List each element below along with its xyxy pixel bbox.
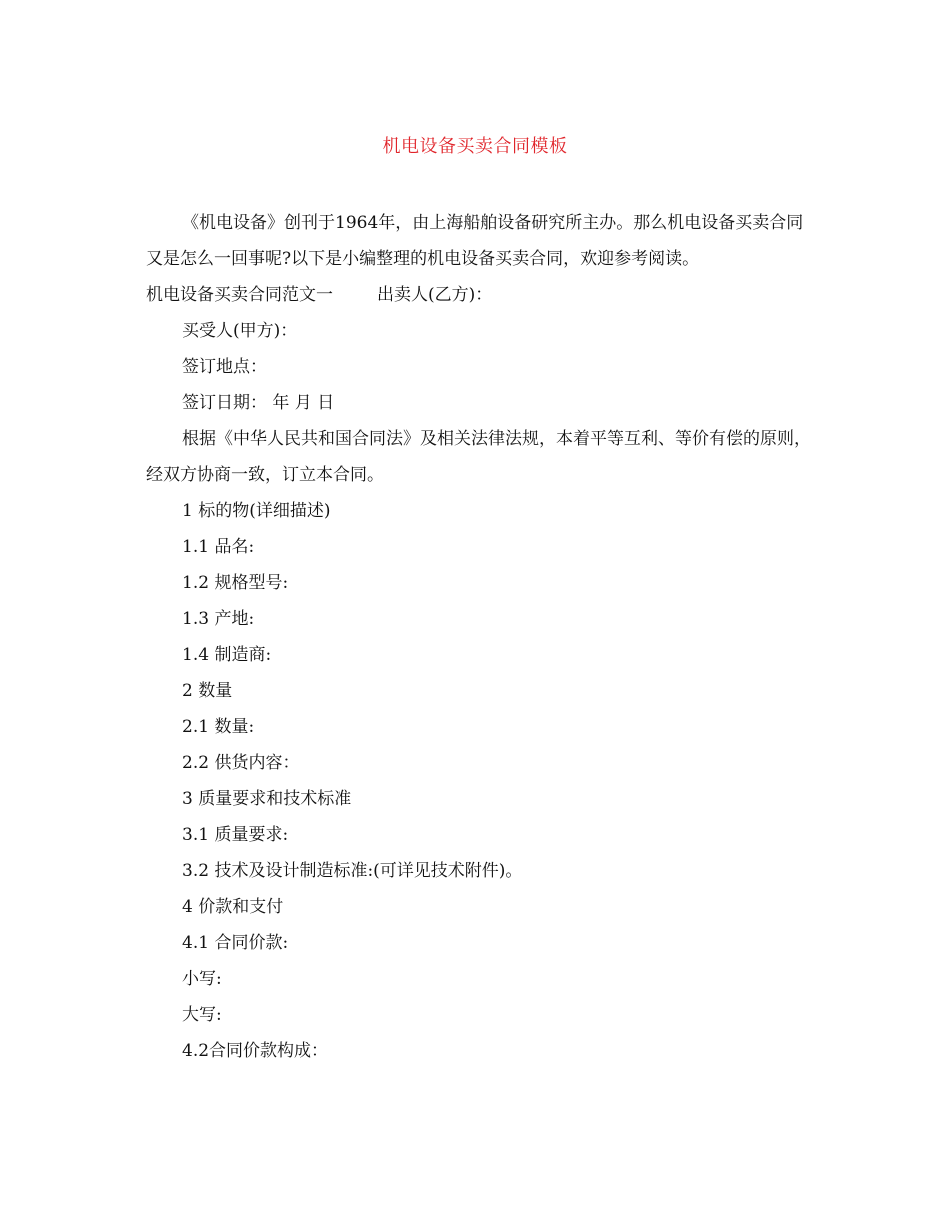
clause-line: 1.1 品名: bbox=[182, 537, 255, 557]
signing-date-line: 签订日期： 年 月 日 bbox=[182, 393, 335, 413]
clause-line: 2.1 数量: bbox=[182, 717, 255, 737]
clause-line: 1 标的物(详细描述) bbox=[182, 501, 331, 521]
clause-line: 3.1 质量要求: bbox=[182, 825, 289, 845]
document-body bbox=[146, 205, 816, 1069]
clause-line: 3 质量要求和技术标准 bbox=[182, 789, 352, 809]
clause-line: 4.1 合同价款: bbox=[182, 933, 289, 953]
sample-heading: 机电设备买卖合同范文一 bbox=[146, 285, 333, 305]
preamble-paragraph: 根据《中华人民共和国合同法》及相关法律法规，本着平等互利、等价有偿的原则，经双方协商一致，订立本合同。 bbox=[146, 429, 811, 485]
clause-line: 1.4 制造商: bbox=[182, 645, 272, 665]
signing-place-line: 签订地点： bbox=[182, 357, 267, 377]
clause-line: 小写: bbox=[182, 969, 222, 989]
clause-line: 4.2合同价款构成： bbox=[182, 1041, 329, 1061]
clause-line: 2.2 供货内容： bbox=[182, 753, 300, 773]
document-title: 机电设备买卖合同模板 bbox=[382, 136, 568, 157]
clause-line: 1.2 规格型号: bbox=[182, 573, 289, 593]
clause-line: 4 价款和支付 bbox=[182, 897, 284, 917]
intro-paragraph: 《机电设备》创刊于1964年，由上海船舶设备研究所主办。那么机电设备买卖合同又是怎么一回事呢?以下是小编整理的机电设备买卖合同，欢迎参考阅读。 bbox=[146, 213, 804, 269]
seller-label: 出卖人(乙方)： bbox=[377, 285, 493, 305]
clause-line: 大写: bbox=[182, 1005, 222, 1025]
sample-heading-line bbox=[146, 277, 816, 313]
buyer-line: 买受人(甲方)： bbox=[182, 321, 298, 341]
clause-line: 3.2 技术及设计制造标准:(可详见技术附件)。 bbox=[182, 861, 523, 881]
clause-line: 1.3 产地: bbox=[182, 609, 255, 629]
clause-line: 2 数量 bbox=[182, 681, 233, 701]
